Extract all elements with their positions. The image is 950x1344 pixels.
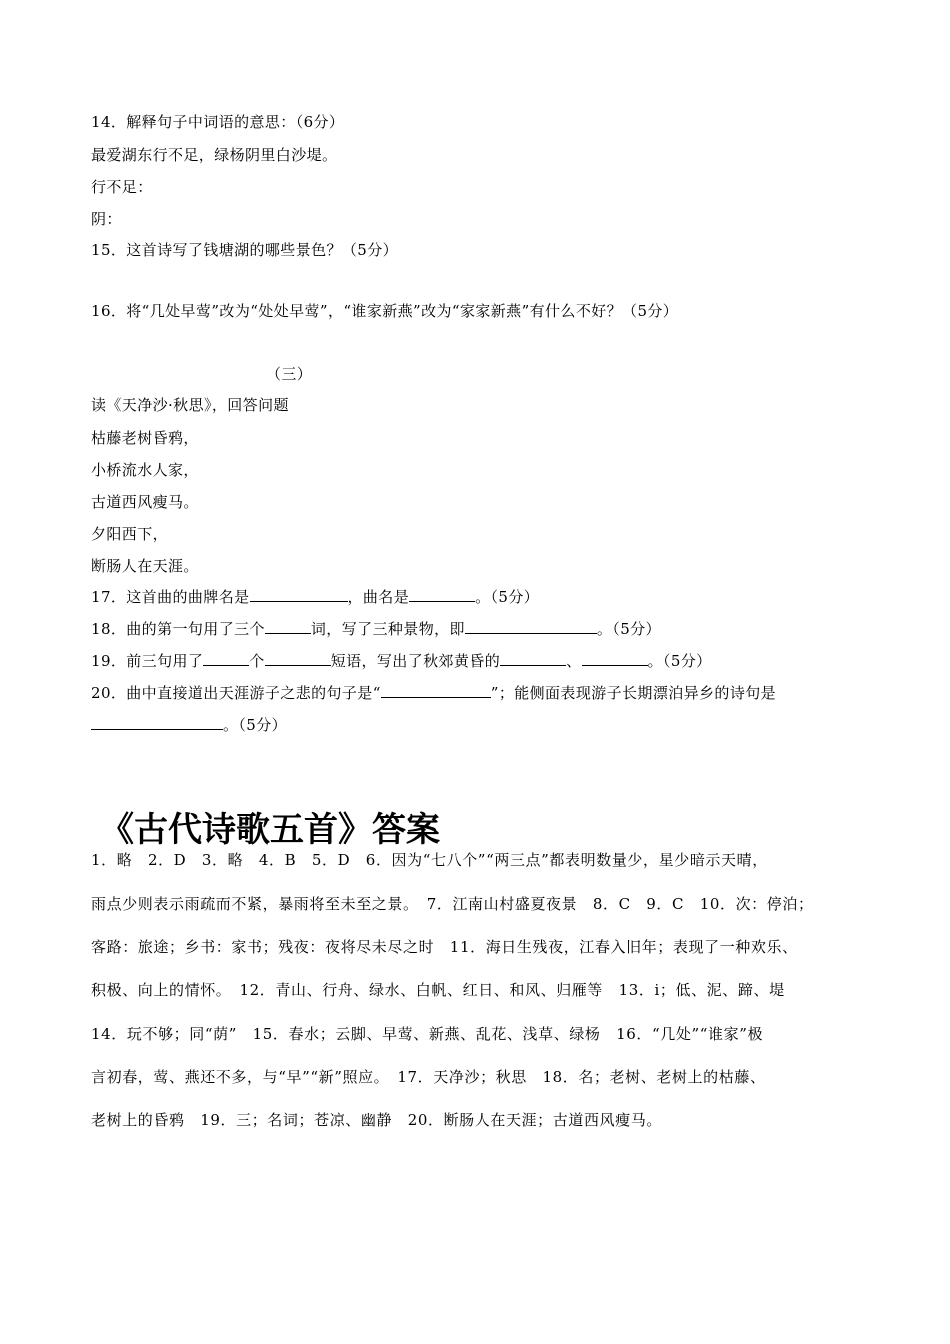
question-20-text: ”；能侧面表现游子长期漂泊异乡的诗句是	[490, 684, 777, 702]
answer-blank[interactable]	[265, 619, 311, 634]
question-20-text: 20．曲中直接道出天涯游子之悲的句子是“	[91, 684, 381, 702]
question-18-text: 。（5分）	[596, 620, 661, 638]
answer-line: 客路：旅途；乡书：家书；残夜：夜将尽未尽之时 11．海日生残夜，江春入旧年；表现了一种欢乐、	[91, 938, 798, 956]
answer-blank[interactable]	[250, 587, 348, 602]
answer-line: 雨点少则表示雨疏而不紧，暴雨将至未至之景。 7．江南山村盛夏夜景 8．C 9．C 10．次：停泊；	[91, 895, 814, 913]
answer-blank[interactable]	[203, 651, 249, 666]
question-18	[91, 619, 661, 639]
answer-blank[interactable]	[409, 587, 475, 602]
question-16: 16．将“几处早莺”改为“处处早莺”，“谁家新燕”改为“家家新燕”有什么不好？（5分）	[91, 302, 679, 320]
question-17-text: 17．这首曲的曲牌名是	[91, 588, 250, 606]
answer-blank[interactable]	[465, 619, 597, 634]
question-19-text: 个	[249, 652, 265, 670]
question-20-continued	[91, 715, 287, 735]
answer-line: 积极、向上的情怀。 12．青山、行舟、绿水、白帆、红日、和风、归雁等 13．i；低、泥、蹄、堤	[91, 981, 785, 999]
question-18-text: 词，写了三种景物，即	[310, 620, 465, 638]
poem-line: 断肠人在天涯。	[91, 557, 199, 575]
answer-blank[interactable]	[91, 715, 223, 730]
section-3-heading: （三）	[266, 365, 313, 383]
question-15: 15．这首诗写了钱塘湖的哪些景色？（5分）	[91, 241, 399, 259]
poem-line: 夕阳西下，	[91, 525, 169, 543]
poem-line: 小桥流水人家，	[91, 461, 199, 479]
answer-blank[interactable]	[500, 651, 566, 666]
question-19-text: 。（5分）	[647, 652, 712, 670]
answer-blank[interactable]	[265, 651, 331, 666]
question-19-text: 短语，写出了秋郊黄昏的	[330, 652, 501, 670]
answer-blank[interactable]	[582, 651, 648, 666]
question-17	[91, 587, 539, 607]
answer-line: 言初春，莺、燕还不多，与“早”“新”照应。 17．天净沙；秋思 18．名；老树、老树上的枯藤、	[91, 1068, 766, 1086]
question-14-term-b: 阴：	[91, 210, 122, 228]
question-19-text: 、	[566, 652, 582, 670]
answers-title: 《古代诗歌五首》答案	[100, 810, 440, 850]
answer-line: 1．略 2．D 3．略 4．B 5．D 6．因为“七八个”“两三点”都表明数量少，星少暗示天晴，	[91, 851, 768, 869]
question-20	[91, 683, 776, 703]
question-20-text: 。（5分）	[223, 716, 288, 734]
section-3-intro: 读《天净沙·秋思》，回答问题	[91, 396, 289, 414]
question-17-text: 。（5分）	[475, 588, 540, 606]
answer-line: 老树上的昏鸦 19．三；名词；苍凉、幽静 20．断肠人在天涯；古道西风瘦马。	[91, 1111, 662, 1129]
question-14-title: 14．解释句子中词语的意思：（6分）	[91, 113, 345, 131]
answer-blank[interactable]	[381, 683, 491, 698]
poem-line: 古道西风瘦马。	[91, 493, 199, 511]
question-17-text: ，曲名是	[347, 588, 410, 606]
answer-line: 14．玩不够；同“荫” 15．春水；云脚、早莺、新燕、乱花、浅草、绿杨 16．“几处”“谁家”极	[91, 1025, 764, 1043]
question-19	[91, 651, 712, 671]
question-14-quote: 最爱湖东行不足，绿杨阴里白沙堤。	[91, 146, 338, 164]
poem-line: 枯藤老树昏鸦，	[91, 429, 199, 447]
question-18-text: 18．曲的第一句用了三个	[91, 620, 265, 638]
question-14-term-a: 行不足：	[91, 178, 153, 196]
question-19-text: 19．前三句用了	[91, 652, 204, 670]
